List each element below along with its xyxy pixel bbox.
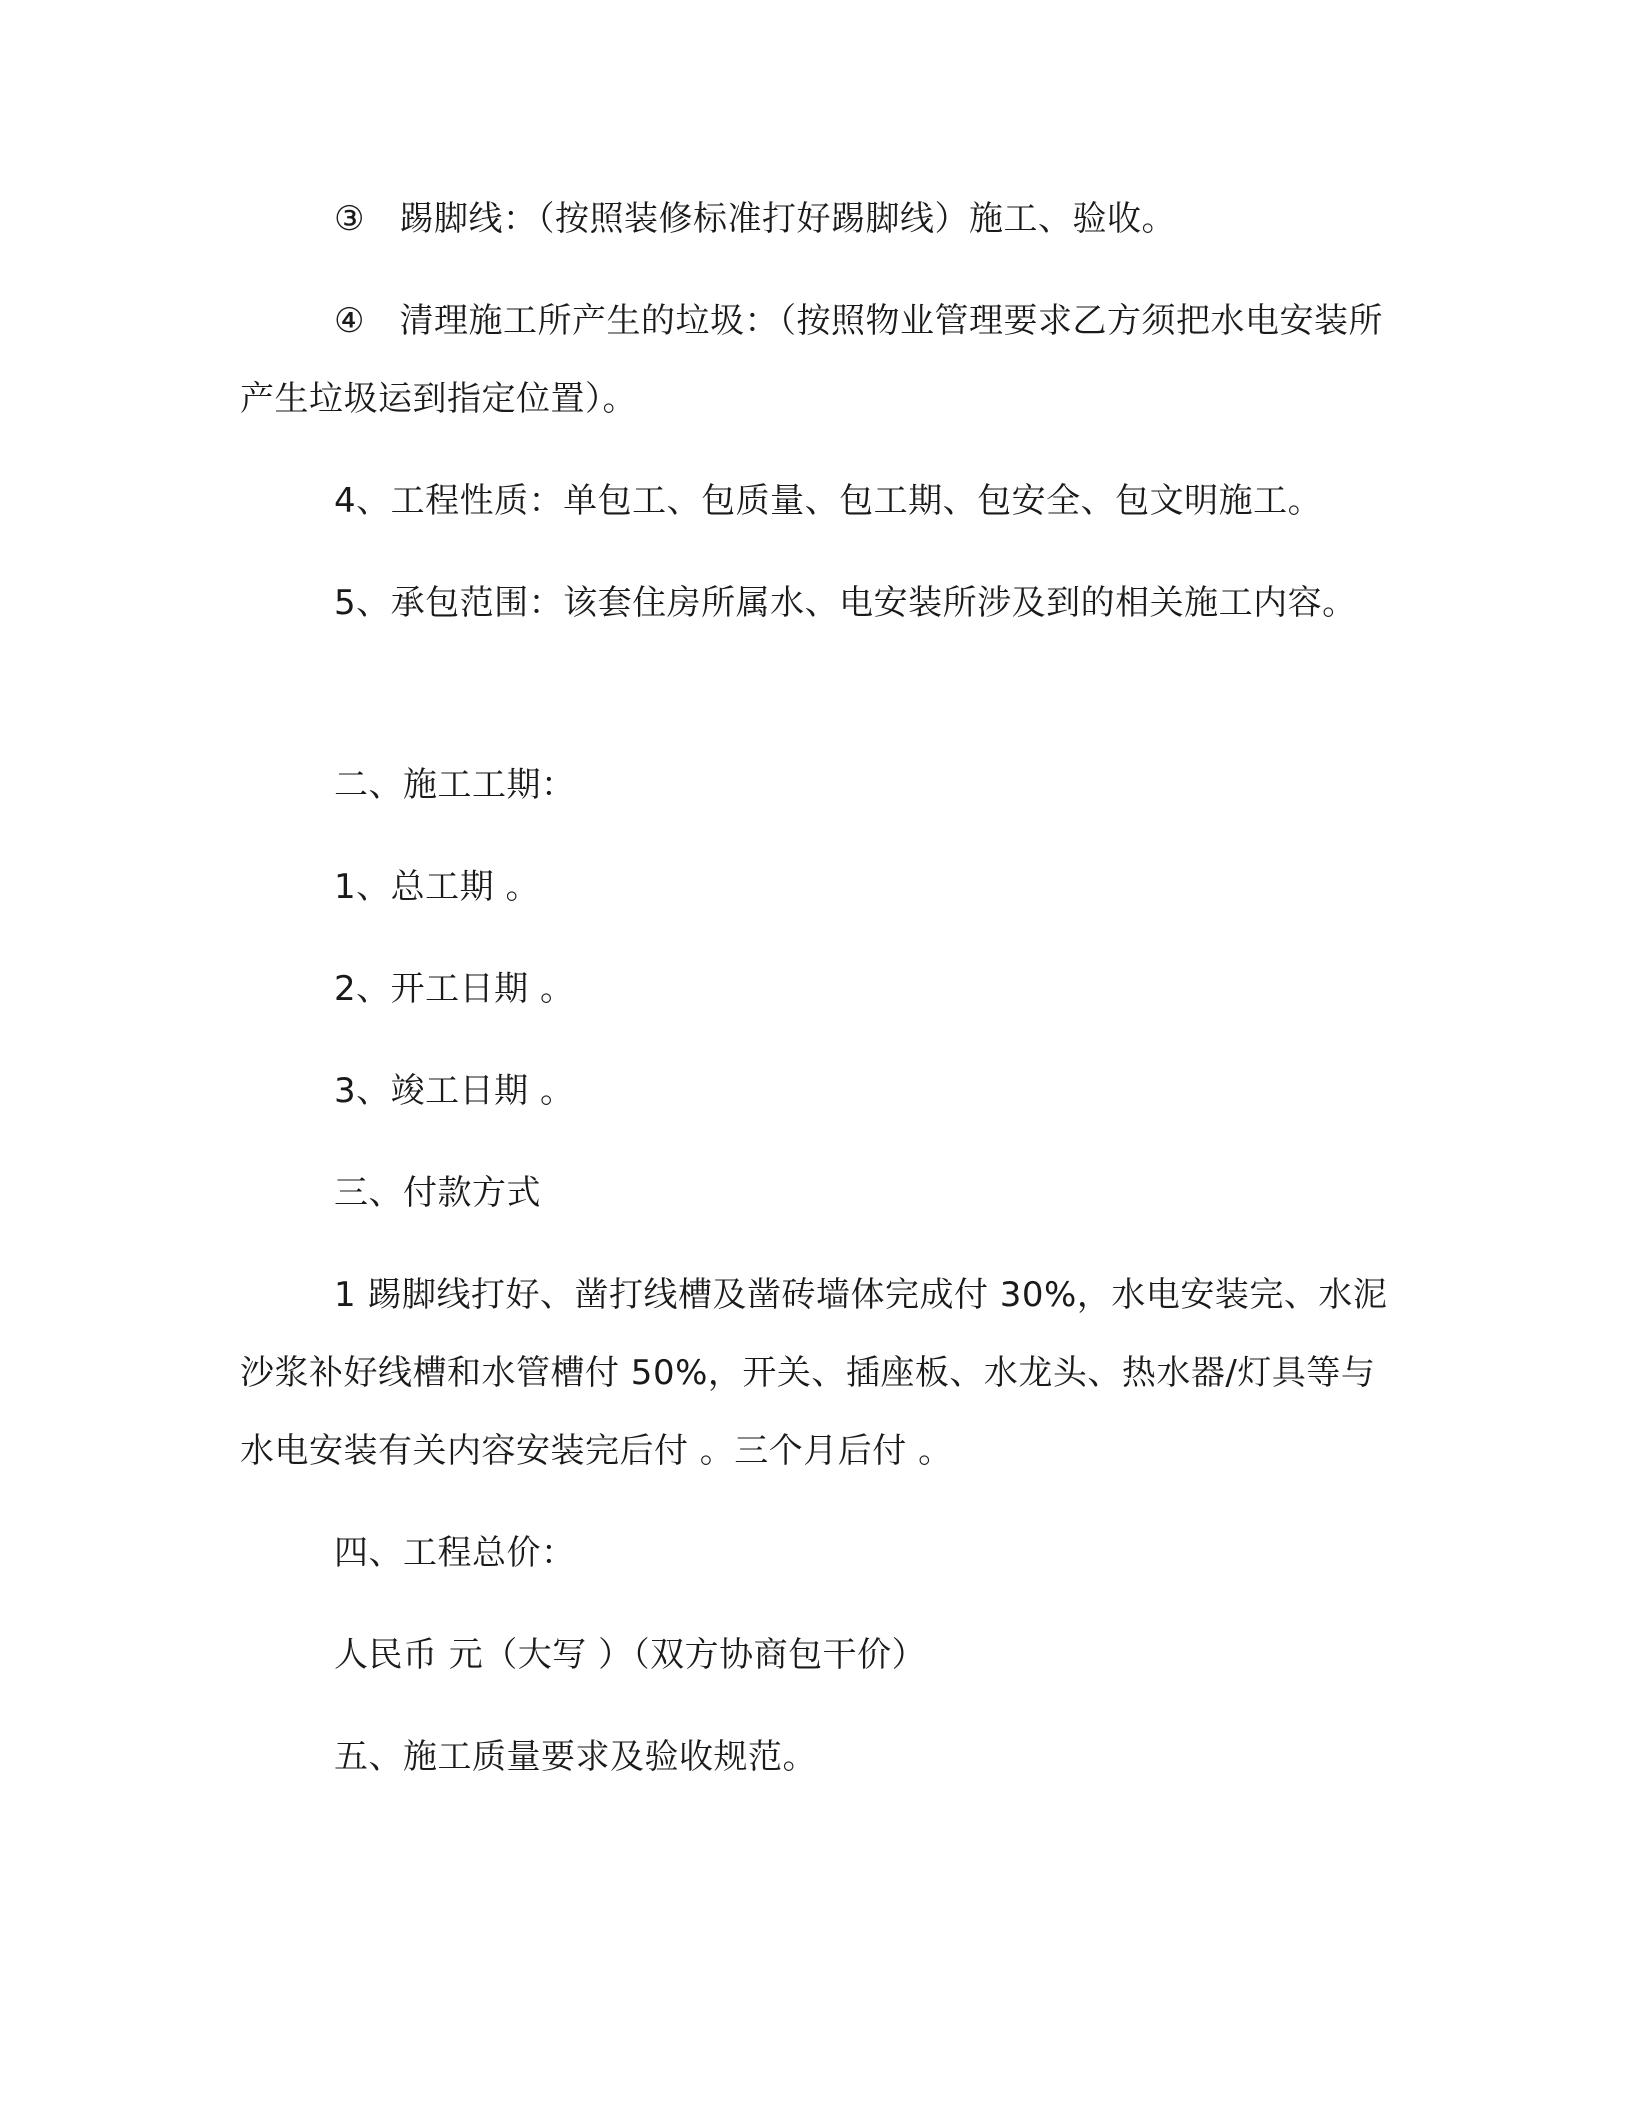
heading-quality-requirements: 五、施工质量要求及验收规范。 (334, 1737, 817, 1777)
paragraph-completion-date: 3、竣工日期 。 (334, 1071, 575, 1111)
paragraph-payment-terms: 1 踢脚线打好、凿打线槽及凿砖墙体完成付 30%，水电安装完、水泥沙浆补好线槽和水管槽付 50%，开关、插座板、水龙头、热水器/灯具等与水电安装有关内容安装完后付 。三个月后付 。 (240, 1275, 1388, 1471)
heading-construction-period: 二、施工工期： (334, 765, 576, 805)
paragraph-garbage-cleanup: ④ 清理施工所产生的垃圾：（按照物业管理要求乙方须把水电安装所产生垃圾运到指定位置）。 (240, 301, 1383, 419)
paragraph-total-period: 1、总工期 。 (334, 867, 540, 907)
paragraph-project-nature: 4、工程性质：单包工、包质量、包工期、包安全、包文明施工。 (334, 481, 1323, 521)
paragraph-start-date: 2、开工日期 。 (334, 969, 575, 1009)
heading-total-price: 四、工程总价： (334, 1533, 576, 1573)
heading-payment-method: 三、付款方式 (334, 1173, 541, 1213)
paragraph-contract-scope: 5、承包范围：该套住房所属水、电安装所涉及到的相关施工内容。 (334, 583, 1357, 623)
paragraph-rmb-amount: 人民币 元（大写 ）（双方协商包干价） (334, 1635, 927, 1675)
paragraph-skirting-line: ③ 踢脚线：（按照装修标准打好踢脚线）施工、验收。 (334, 199, 1176, 239)
